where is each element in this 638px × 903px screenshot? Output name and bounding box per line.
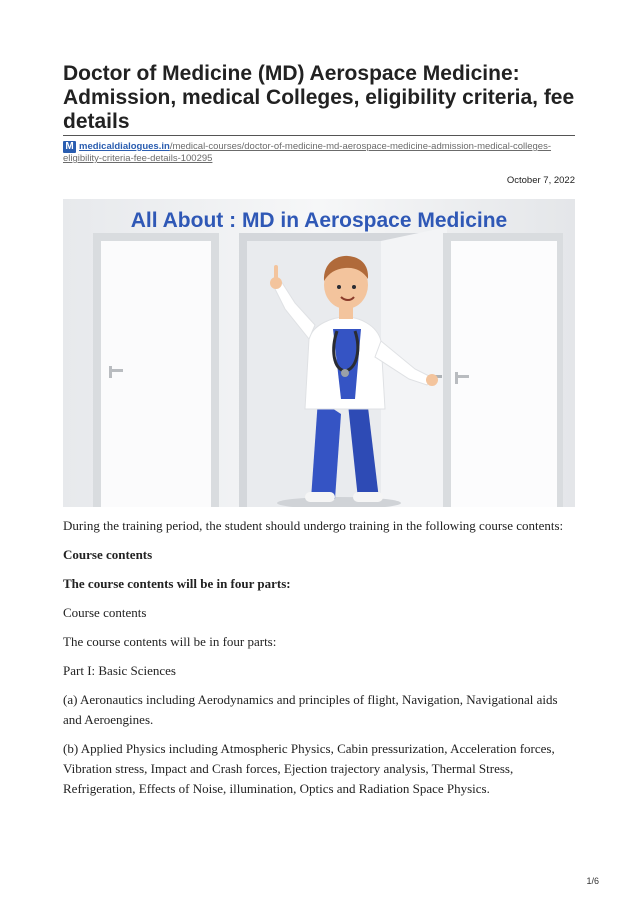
paragraph: Part I: Basic Sciences <box>63 663 176 678</box>
hero-image <box>63 199 575 507</box>
door-right <box>443 233 563 507</box>
page-number: 1/6 <box>586 876 599 886</box>
source-path-link[interactable]: /medical-courses/doctor-of-medicine-md-aerospace-medicine-admission-medical-colleges-eligibility-criteria-fee-details-100295 <box>63 141 552 164</box>
site-logo-icon: M <box>63 141 76 153</box>
door-left <box>93 233 219 507</box>
section-heading: Course contents <box>63 547 153 562</box>
paragraph: During the training period, the student should undergo training in the following course contents: <box>63 518 564 533</box>
paragraph: The course contents will be in four parts: <box>63 634 277 649</box>
hero-title: All About : MD in Aerospace Medicine <box>130 209 508 232</box>
section-subheading: The course contents will be in four parts: <box>63 576 291 591</box>
publish-date: October 7, 2022 <box>506 175 575 186</box>
title-divider <box>63 135 575 136</box>
paragraph: (a) Aeronautics including Aerodynamics and principles of flight, Navigation, Navigational aids and Aeroengines. <box>63 692 558 727</box>
article-body <box>63 516 575 808</box>
source-domain-link[interactable]: medicaldialogues.in <box>79 141 170 152</box>
hero-illustration <box>63 199 575 507</box>
paragraph: Course contents <box>63 605 147 620</box>
source-line <box>63 141 575 165</box>
article-title: Doctor of Medicine (MD) Aerospace Medicine: Admission, medical Colleges, eligibility criteria, fee details <box>63 62 575 133</box>
paragraph: (b) Applied Physics including Atmospheric Physics, Cabin pressurization, Acceleration forces, Vibration stress, Impact and Crash forces, Ejection trajectory analysis, Thermal Stress, Refrigeration, Effects of Noise, illumination, Optics and Radiation Space Physics. <box>63 741 555 796</box>
